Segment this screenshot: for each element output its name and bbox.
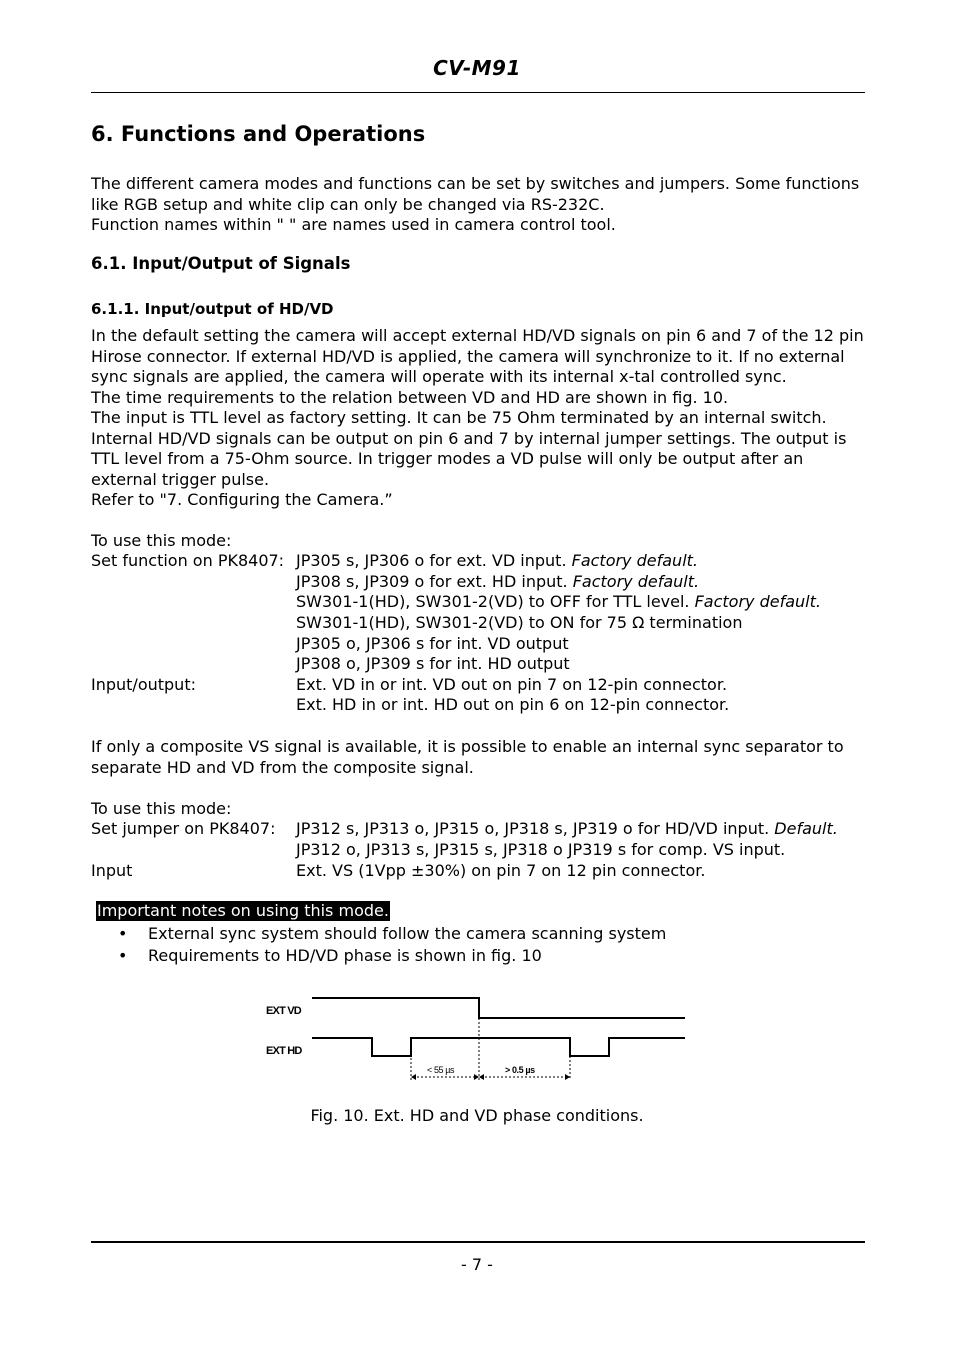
list-item-text: Requirements to HD/VD phase is shown in fig. 10: [148, 946, 542, 965]
document-header-title: CV-M91: [433, 56, 521, 80]
mode1-setting: JP305 s, JP306 o for ext. VD input. Factory default.: [296, 551, 698, 570]
timing-diagram: [250, 988, 700, 1088]
important-notes-badge: Important notes on using this mode.: [97, 901, 389, 920]
intro-line: like RGB setup and white clip can only be changed via RS-232C.: [91, 194, 605, 214]
body-line: The input is TTL level as factory setting. It can be 75 Ohm terminated by an internal switch.: [91, 408, 827, 427]
body-line: The time requirements to the relation between VD and HD are shown in fig. 10.: [91, 387, 729, 407]
intro-line: The different camera modes and functions can be set by switches and jumpers. Some functions: [91, 174, 860, 193]
composite-line: separate HD and VD from the composite signal.: [91, 757, 474, 777]
body-line: Internal HD/VD signals can be output on pin 6 and 7 by internal jumper settings. The output is: [91, 428, 847, 448]
page-number: - 7 -: [461, 1255, 493, 1274]
bullet-icon: •: [118, 924, 128, 943]
timing-label: < 55 µs: [427, 1065, 455, 1075]
mode2-input-label: Input: [91, 861, 133, 880]
ext-vd-label: EXT VD: [266, 1005, 301, 1017]
subsubsection-title: 6.1.1. Input/output of HD/VD: [91, 300, 334, 318]
mode2-input-value: Ext. VS (1Vpp ±30%) on pin 7 on 12 pin connector.: [296, 861, 706, 880]
mode1-io-value: Ext. VD in or int. VD out on pin 7 on 12-pin connector.: [296, 675, 728, 694]
intro-line: Function names within " " are names used in camera control tool.: [91, 215, 616, 234]
figure-caption: Fig. 10. Ext. HD and VD phase conditions.: [310, 1106, 644, 1125]
mode2-intro: To use this mode:: [91, 799, 232, 818]
mode1-setting: SW301-1(HD), SW301-2(VD) to OFF for TTL level. Factory default.: [296, 592, 821, 611]
footer-rule: [91, 1241, 865, 1243]
bullet-icon: •: [118, 946, 128, 965]
body-line: sync signals are applied, the camera will operate with its internal x-tal controlled sync.: [91, 367, 787, 386]
mode1-setting: SW301-1(HD), SW301-2(VD) to ON for 75 Ω termination: [296, 613, 743, 632]
body-line: TTL level from a 75-Ohm source. In trigger modes a VD pulse will only be output after an: [91, 449, 804, 468]
section-title: 6. Functions and Operations: [91, 122, 426, 146]
mode1-setting: JP305 o, JP306 s for int. VD output: [296, 634, 569, 653]
body-line: external trigger pulse.: [91, 469, 270, 489]
mode1-intro: To use this mode:: [91, 531, 232, 550]
vd-waveform: [312, 998, 685, 1018]
mode1-set-label: Set function on PK8407:: [91, 551, 285, 570]
body-line: In the default setting the camera will accept external HD/VD signals on pin 6 and 7 of the 12 pin: [91, 326, 864, 345]
hdvd-paragraph: [91, 326, 871, 511]
mode1-setting: JP308 o, JP309 s for int. HD output: [296, 654, 570, 673]
subsection-title: 6.1. Input/Output of Signals: [91, 254, 351, 273]
hd-waveform: [312, 1038, 685, 1056]
mode1-io-label: Input/output:: [91, 675, 196, 694]
mode1-setting: JP308 s, JP309 o for ext. HD input. Factory default.: [296, 572, 700, 591]
mode2-setting: JP312 s, JP313 o, JP315 o, JP318 s, JP319 o for HD/VD input. Default.: [296, 819, 838, 838]
body-line: Hirose connector. If external HD/VD is applied, the camera will synchronize to it. If no external: [91, 346, 845, 366]
mode1-io-value: Ext. HD in or int. HD out on pin 6 on 12-pin connector.: [296, 695, 730, 714]
ext-hd-label: EXT HD: [266, 1045, 302, 1057]
mode2-set-label: Set jumper on PK8407:: [91, 819, 276, 838]
mode2-setting: JP312 o, JP313 s, JP315 s, JP318 o JP319 s for comp. VS input.: [296, 840, 786, 859]
intro-paragraph: [91, 174, 871, 236]
composite-line: If only a composite VS signal is available, it is possible to enable an internal sync separator to: [91, 737, 844, 756]
list-item-text: External sync system should follow the camera scanning system: [148, 924, 667, 943]
composite-paragraph: [91, 737, 871, 778]
timing-label: > 0.5 µs: [505, 1065, 535, 1075]
body-line: Refer to "7. Configuring the Camera.”: [91, 490, 393, 509]
header-rule: [91, 92, 865, 93]
